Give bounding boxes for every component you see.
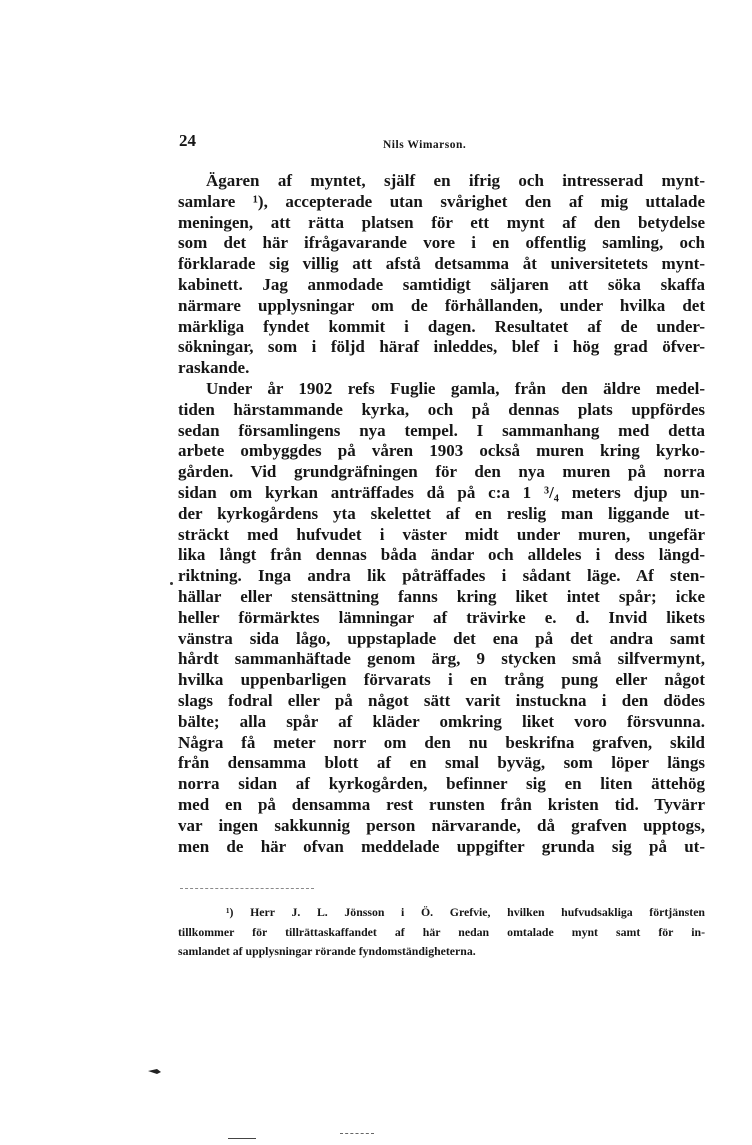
- text-line: bälte; alla spår af kläder omkring liket voro försvunna.: [178, 711, 705, 731]
- footnotes: [178, 903, 705, 962]
- text-line: norra sidan af kyrkogården, befinner sig en liten ättehög: [178, 774, 705, 794]
- text-line: vänstra sida lågo, uppstaplade det ena på det andra samt: [178, 628, 705, 648]
- text-line: hällar eller stensättning fanns kring liket intet spår; icke: [178, 586, 705, 606]
- margin-speck: [170, 582, 173, 585]
- scan-artifact: [340, 1133, 374, 1134]
- text-line: slags fodral eller på något sätt varit instuckna i den dödes: [178, 690, 705, 710]
- text-line: riktning. Inga andra lik påträffades i sådant läge. Af sten-: [178, 566, 705, 586]
- text-line: samlare ¹), accepterade utan svårighet den af mig uttalade: [178, 191, 705, 211]
- footnote-line: tillkommer för tillrättaskaffandet af här nedan omtalade mynt samt för in-: [178, 924, 705, 939]
- text-line: var ingen sakkunnig person närvarande, då grafven upptogs,: [178, 815, 705, 835]
- text-line: gården. Vid grundgräfningen för den nya muren på norra: [178, 462, 705, 482]
- body-text: [178, 171, 705, 857]
- text-line: som det här ifrågavarande vore i en offentlig samling, och: [178, 233, 705, 253]
- footnote-line: ¹) Herr J. L. Jönsson i Ö. Grefvie, hvilken hufvudsakliga förtjänsten: [226, 905, 705, 919]
- text-line: heller förmärktes lämningar af trävirke e. d. Invid likets: [178, 607, 705, 627]
- text-line: märkliga fyndet kommit i dagen. Resultatet af de under-: [178, 316, 705, 336]
- text-line: hvilka uppenbarligen förvarats i en trång pung eller något: [178, 670, 705, 690]
- text-line: sedan församlingens nya tempel. I sammanhang med detta: [178, 420, 705, 440]
- scan-speck-icon: [148, 1068, 162, 1075]
- text-line: kabinett. Jag anmodade samtidigt säljaren att söka skaffa: [178, 274, 705, 294]
- running-head: Nils Wimarson.: [383, 139, 467, 151]
- text-line: från densamma blott af en smal byväg, som löper längs: [178, 753, 705, 773]
- text-line: hårdt sammanhäftade genom ärg, 9 stycken små silfvermynt,: [178, 649, 705, 669]
- text-line: förklarade sig villig att afstå detsamma åt universitetets mynt-: [178, 254, 705, 274]
- text-line: lika långt från dennas båda ändar och alldeles i dess längd-: [178, 545, 705, 565]
- footnote-line: samlandet af upplysningar rörande fyndomständigheterna.: [178, 944, 476, 958]
- text-line: sidan om kyrkan anträffades då på c:a 1 ³/₄ meters djup un-: [178, 482, 705, 502]
- footnote-rule: [180, 888, 314, 889]
- text-line: der kyrkogårdens yta skelettet af en reslig man liggande ut-: [178, 503, 705, 523]
- scan-artifact: [228, 1138, 256, 1139]
- text-line: raskande.: [178, 358, 250, 378]
- text-line: Under år 1902 refs Fuglie gamla, från den äldre medel-: [206, 378, 705, 398]
- text-line: tiden härstammande kyrka, och på dennas plats uppfördes: [178, 399, 705, 419]
- page-number: 24: [179, 131, 196, 150]
- text-line: meningen, att rätta platsen för ett mynt af den betydelse: [178, 212, 705, 232]
- text-line: närmare upplysningar om de förhållanden, under hvilka det: [178, 295, 705, 315]
- text-line: arbete ombyggdes på våren 1903 också muren kring kyrko-: [178, 441, 705, 461]
- text-line: med en på densamma rest runsten från kristen tid. Tyvärr: [178, 794, 705, 814]
- text-line: men de här ofvan meddelade uppgifter grunda sig på ut-: [178, 836, 705, 856]
- text-line: sträckt med hufvudet i väster midt under muren, ungefär: [178, 524, 705, 544]
- text-line: sökningar, som i följd häraf inleddes, blef i hög grad öfver-: [178, 337, 705, 357]
- text-line: Ägaren af myntet, själf en ifrig och intresserad mynt-: [206, 171, 705, 190]
- text-line: Några få meter norr om den nu beskrifna grafven, skild: [178, 732, 705, 752]
